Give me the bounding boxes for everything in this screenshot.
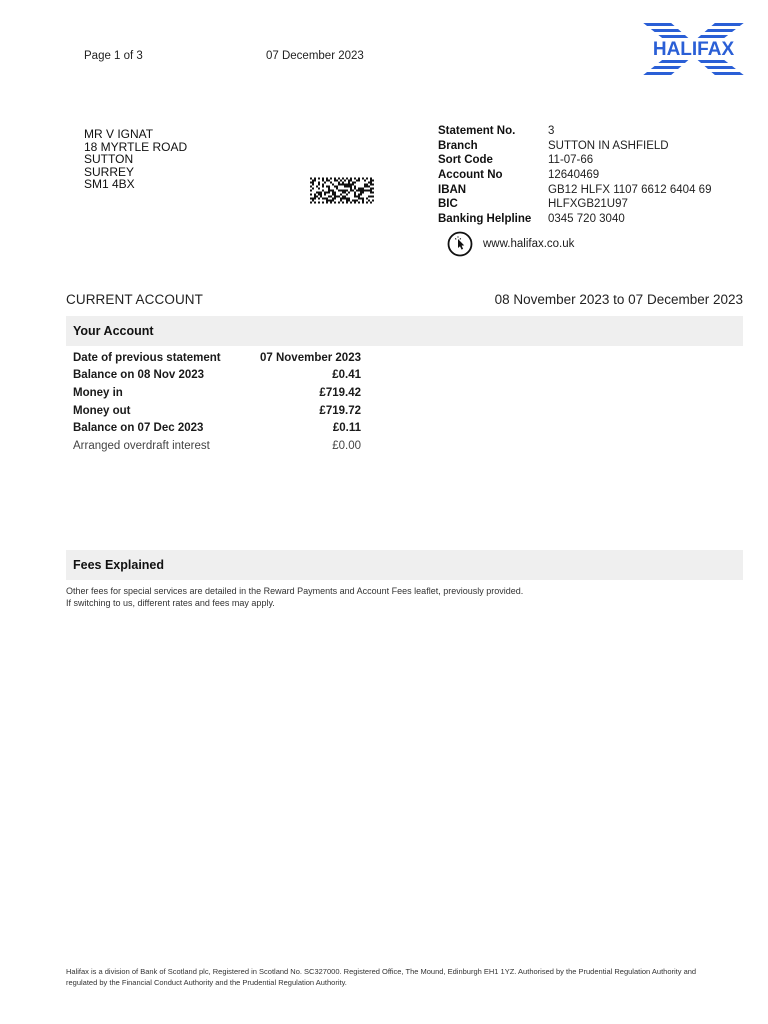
footer-line: Halifax is a division of Bank of Scotland plc, Registered in Scotland No. SC327000. Registered Office, The Mound, Edinburgh EH1 1YZ. Authorised by the Prudential Regulation Authority and — [66, 967, 697, 976]
details-label: Banking Helpline — [438, 212, 532, 225]
page-number: Page 1 of 3 — [84, 50, 143, 62]
summary-row — [73, 384, 361, 402]
statement-period: 08 November 2023 to 07 December 2023 — [494, 292, 743, 307]
summary-row — [73, 367, 361, 385]
summary-value: £0.11 — [332, 422, 361, 435]
details-label: BIC — [438, 198, 458, 211]
address-line: SURREY — [84, 164, 135, 179]
summary-value: £719.72 — [319, 404, 361, 417]
summary-row — [73, 419, 361, 437]
summary-value: £719.42 — [319, 386, 361, 399]
summary-value: £0.41 — [332, 369, 361, 382]
fees-explained-header — [66, 550, 743, 580]
summary-label: Date of previous statement — [73, 351, 221, 364]
address-line: MR V IGNAT — [84, 127, 154, 141]
click-cursor-icon — [447, 231, 473, 257]
details-label: IBAN — [438, 183, 467, 196]
details-value: SUTTON IN ASHFIELD — [548, 139, 669, 152]
halifax-logo-text: HALIFAX — [652, 39, 735, 60]
details-row — [438, 168, 738, 183]
postal-barcode — [310, 177, 374, 204]
website-url[interactable]: www.halifax.co.uk — [483, 238, 575, 250]
details-value: 0345 720 3040 — [548, 212, 625, 225]
details-row — [438, 153, 738, 168]
details-label: Branch — [438, 139, 478, 152]
address-line: SM1 4BX — [84, 177, 135, 192]
fees-line: Other fees for special services are detailed in the Reward Payments and Account Fees leaflet, previously provided. — [66, 586, 524, 596]
details-value: HLFXGB21U97 — [548, 198, 628, 211]
summary-label: Money in — [73, 386, 123, 399]
website-link[interactable] — [447, 231, 574, 257]
footer-line: regulated by the Financial Conduct Authority and the Prudential Regulation Authority. — [66, 977, 347, 987]
details-label: Sort Code — [438, 154, 493, 167]
fees-explanation — [66, 586, 523, 609]
statement-details — [438, 124, 738, 226]
details-value: 12640469 — [548, 169, 600, 182]
details-row — [438, 212, 738, 227]
summary-label: Balance on 08 Nov 2023 — [73, 369, 205, 382]
summary-label: Balance on 07 Dec 2023 — [73, 422, 204, 435]
details-value: GB12 HLFX 1107 6612 6404 69 — [548, 183, 712, 196]
details-row — [438, 197, 738, 212]
details-row — [438, 139, 738, 154]
summary-row — [73, 349, 361, 367]
details-label: Statement No. — [438, 125, 516, 138]
details-row — [438, 182, 738, 197]
summary-label: Arranged overdraft interest — [73, 439, 210, 452]
legal-footer — [66, 967, 746, 988]
summary-value: £0.00 — [332, 439, 361, 452]
summary-row — [73, 402, 361, 420]
halifax-logo — [642, 22, 745, 76]
recipient-address — [84, 128, 187, 191]
fees-line: If switching to us, different rates and fees may apply. — [66, 597, 275, 608]
section-heading: Fees Explained — [73, 558, 165, 572]
address-line: SUTTON — [84, 152, 134, 167]
statement-date: 07 December 2023 — [266, 50, 364, 62]
summary-row — [73, 437, 361, 455]
summary-value: 07 November 2023 — [259, 351, 361, 364]
your-account-header — [66, 316, 743, 346]
address-line: 18 MYRTLE ROAD — [84, 139, 188, 154]
account-type-title: CURRENT ACCOUNT — [66, 292, 204, 307]
details-value: 11-07-66 — [548, 154, 594, 167]
summary-label: Money out — [73, 404, 131, 417]
details-value: 3 — [548, 125, 555, 138]
account-summary — [73, 349, 361, 455]
details-label: Account No — [438, 169, 503, 182]
details-row — [438, 124, 738, 139]
section-heading: Your Account — [73, 324, 154, 338]
